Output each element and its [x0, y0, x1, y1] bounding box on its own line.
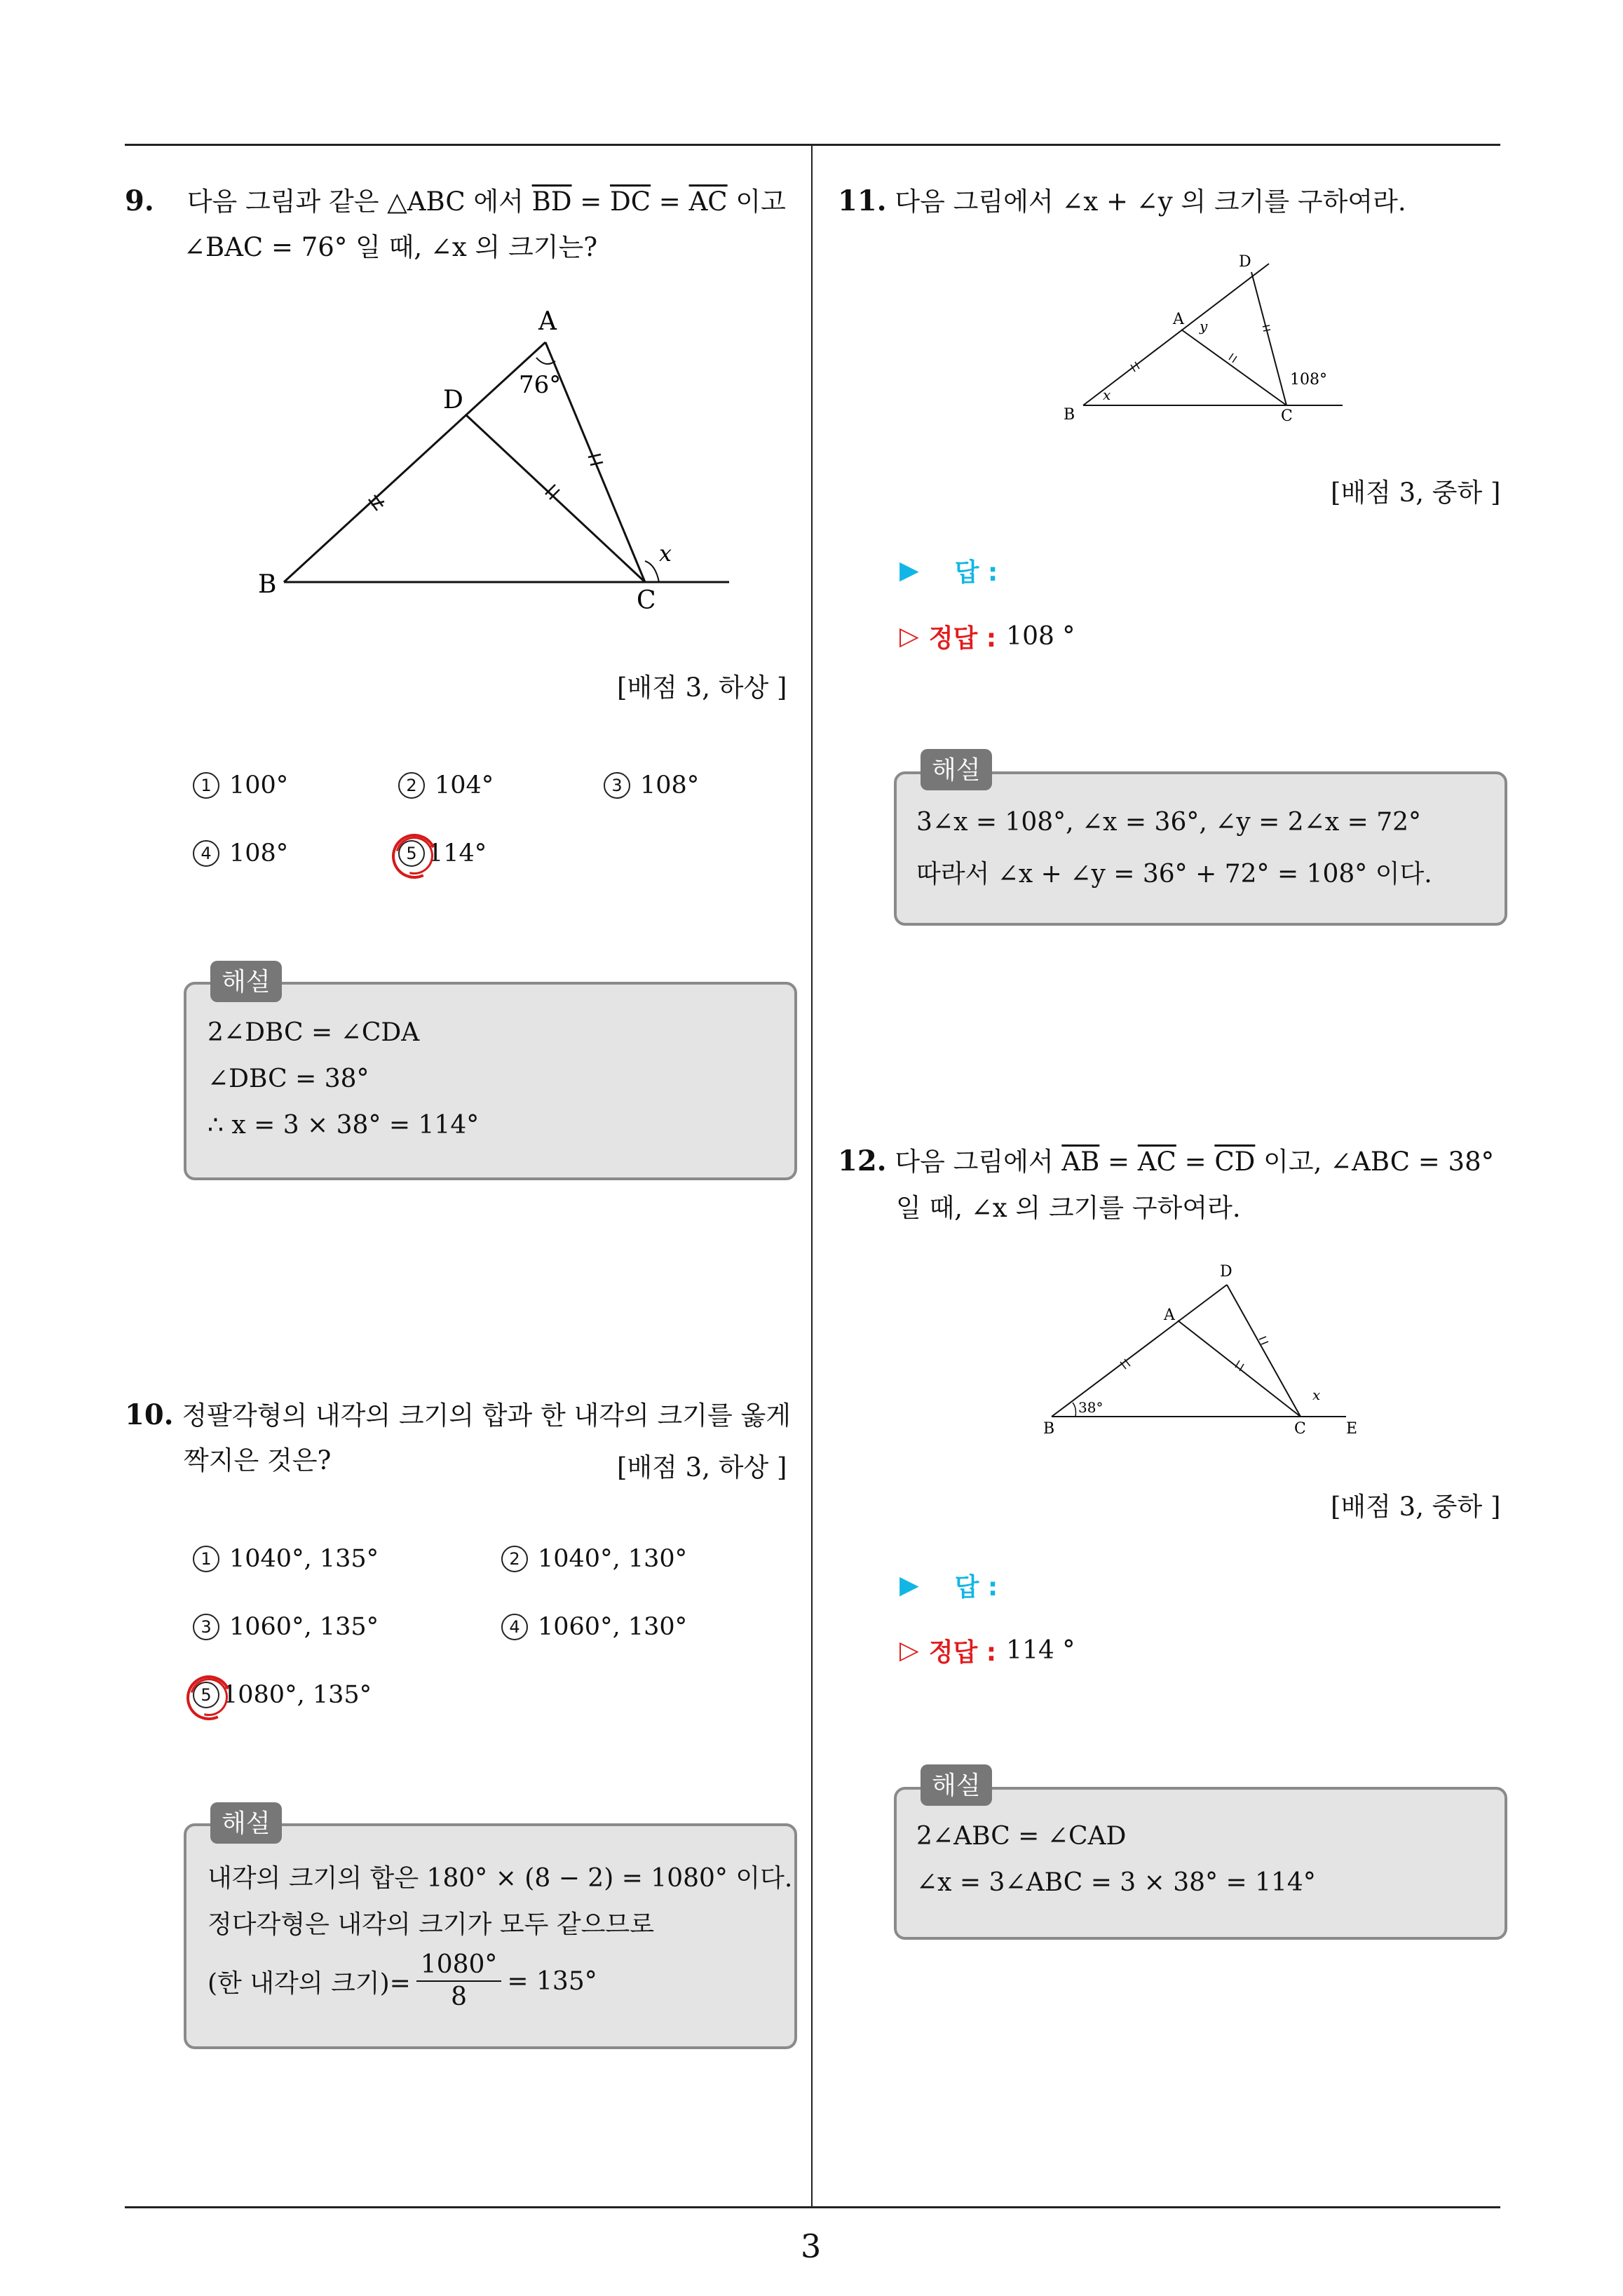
correct-label: 정답 : — [928, 624, 997, 653]
fraction-numerator: 1080° — [416, 1950, 502, 1982]
answer-label: 답 : — [954, 1573, 998, 1602]
choice-number: 3 — [193, 1614, 219, 1640]
q9-seg-ac: $\overline{AC}$ — [688, 187, 728, 217]
q11-solution-box — [894, 771, 1507, 926]
q12-seg-cd: $\overline{CD}$ — [1214, 1147, 1256, 1177]
q11-label-x: x — [1103, 386, 1111, 403]
q11-label-d: D — [1239, 253, 1251, 271]
triangle-play-icon: ▶ — [899, 1571, 919, 1600]
page-number: 3 — [801, 2227, 822, 2265]
q12-seg-ac: $\overline{AC}$ — [1137, 1147, 1176, 1177]
q12-label-a: A — [1164, 1306, 1175, 1324]
q9-seg-bd: $\overline{BD}$ — [531, 187, 572, 217]
q11-correct-row — [899, 619, 1075, 654]
q12-seg-ab: $\overline{AB}$ — [1061, 1147, 1100, 1177]
q9-choice-5[interactable] — [398, 839, 487, 867]
q9-solution-line3: ∴ x = 3 × 38° = 114° — [208, 1111, 480, 1140]
q12-line1 — [838, 1138, 1494, 1185]
selected-answer-mark: 5 — [193, 1682, 219, 1708]
q9-choice-4[interactable] — [193, 839, 288, 867]
q12-angle-38: 38° — [1078, 1399, 1103, 1416]
triangle-outline-icon: ▷ — [899, 1636, 919, 1665]
choice-text: 114° — [428, 839, 487, 867]
q10-line2: 짝지은 것은? — [184, 1445, 332, 1475]
q12-line2: 일 때, ∠x 의 크기를 구하여라. — [896, 1193, 1241, 1223]
correct-value: 114 ° — [1006, 1636, 1075, 1665]
q9-solution-label: 해설 — [210, 961, 282, 1002]
q12-eq2: = — [1176, 1147, 1215, 1177]
q9-label-x: x — [659, 540, 672, 567]
q11-label-a: A — [1173, 311, 1184, 328]
q10-choice-4[interactable] — [501, 1613, 687, 1641]
choice-text: 1060°, 130° — [538, 1613, 688, 1641]
q12-label-b: B — [1043, 1420, 1055, 1438]
choice-text: 1080°, 135° — [222, 1681, 372, 1709]
q11-angle-108: 108° — [1290, 371, 1327, 389]
q9-label-b: B — [258, 570, 277, 599]
q11-label-b: B — [1064, 406, 1075, 424]
q12-solution-line1: 2∠ABC = ∠CAD — [916, 1822, 1127, 1851]
choice-number: 2 — [501, 1546, 528, 1572]
q10-line1 — [125, 1392, 791, 1439]
q12-solution-box — [894, 1787, 1507, 1940]
choice-text: 1060°, 135° — [229, 1613, 379, 1641]
bottom-rule — [125, 2206, 1500, 2208]
answer-label: 답 : — [954, 558, 998, 587]
choice-number: 4 — [501, 1614, 528, 1640]
q12-solution-label: 해설 — [921, 1764, 992, 1806]
q12-line1-pre: 다음 그림에서 — [895, 1147, 1062, 1177]
q12-label-d: D — [1220, 1263, 1232, 1281]
q10-choice-1[interactable] — [193, 1545, 379, 1573]
q9-figure — [252, 295, 799, 615]
q12-solution-line2: ∠x = 3∠ABC = 3 × 38° = 114° — [916, 1868, 1316, 1897]
q9-label-a: A — [538, 307, 557, 336]
q10-number: 10. — [125, 1398, 174, 1431]
q9-number: 9. — [125, 184, 154, 217]
q9-score: [배점 3, 하상 ] — [617, 673, 787, 703]
q10-solution-line1: 내각의 크기의 합은 180° × (8 − 2) = 1080° 이다. — [208, 1864, 793, 1893]
choice-text: 104° — [435, 771, 494, 799]
q9-solution-line2: ∠DBC = 38° — [208, 1065, 369, 1093]
q9-solution-line1: 2∠DBC = ∠CDA — [208, 1018, 420, 1047]
q12-figure — [1038, 1255, 1374, 1438]
correct-value: 108 ° — [1006, 622, 1075, 651]
choice-number: 1 — [193, 1546, 219, 1572]
q11-number: 11. — [838, 184, 887, 217]
q9-label-c: C — [637, 586, 656, 615]
choice-text: 1040°, 130° — [538, 1545, 688, 1573]
q11-label-c: C — [1281, 407, 1293, 425]
q12-number: 12. — [838, 1144, 887, 1177]
choice-text: 100° — [229, 771, 289, 799]
q12-label-x: x — [1312, 1386, 1321, 1403]
q11-line1 — [838, 178, 1406, 225]
choice-number: 4 — [193, 840, 219, 867]
q9-line1-pre: 다음 그림과 같은 △ABC 에서 — [186, 187, 532, 217]
q12-answer-row[interactable] — [899, 1567, 998, 1603]
q10-solution-line2: 정다각형은 내각의 크기가 모두 같으므로 — [208, 1910, 654, 1939]
q10-score: [배점 3, 하상 ] — [617, 1452, 787, 1483]
q11-score: [배점 3, 중하 ] — [1331, 478, 1501, 508]
choice-number: 2 — [398, 772, 425, 799]
q9-line2: ∠BAC = 76° 일 때, ∠x 의 크기는? — [184, 232, 598, 262]
q11-solution-label: 해설 — [921, 749, 992, 790]
choice-number: 1 — [193, 772, 219, 799]
q10-choice-2[interactable] — [501, 1545, 687, 1573]
q12-score: [배점 3, 중하 ] — [1331, 1492, 1501, 1522]
q11-answer-row[interactable] — [899, 553, 998, 588]
choice-text: 1040°, 135° — [229, 1545, 379, 1573]
q9-seg-dc: $\overline{DC}$ — [610, 187, 651, 217]
q9-choice-1[interactable] — [193, 771, 288, 799]
q9-choice-2[interactable] — [398, 771, 494, 799]
top-rule — [125, 144, 1500, 146]
q11-figure — [1055, 252, 1350, 428]
q10-solution-label: 해설 — [210, 1802, 282, 1844]
selected-answer-mark: 5 — [398, 840, 425, 867]
q9-eq1: = — [571, 187, 611, 217]
q12-correct-row — [899, 1633, 1075, 1668]
q12-label-c: C — [1294, 1420, 1306, 1438]
fraction-result: = 135° — [507, 1966, 597, 1996]
choice-text: 108° — [640, 771, 700, 799]
q10-solution-line3 — [208, 1950, 597, 2013]
q9-eq2: = — [651, 187, 689, 217]
triangle-outline-icon: ▷ — [899, 622, 919, 651]
q10-line1-text: 정팔각형의 내각의 크기의 합과 한 내각의 크기를 옳게 — [182, 1400, 792, 1431]
triangle-play-icon: ▶ — [899, 556, 919, 585]
q9-angle-76: 76° — [519, 371, 562, 399]
fraction-prefix: (한 내각의 크기)= — [208, 1969, 411, 1998]
q11-solution-line2: 따라서 ∠x + ∠y = 36° + 72° = 108° 이다. — [916, 860, 1432, 889]
correct-label: 정답 : — [928, 1638, 997, 1667]
q9-line1-post: 이고 — [727, 187, 786, 217]
fraction-denominator: 8 — [451, 1983, 468, 2011]
choice-number: 3 — [604, 772, 630, 799]
fraction — [416, 1950, 502, 2013]
q12-eq1: = — [1099, 1147, 1138, 1177]
q12-label-e: E — [1346, 1420, 1358, 1438]
column-divider — [811, 144, 813, 2208]
q11-line1-text: 다음 그림에서 ∠x + ∠y 의 크기를 구하여라. — [895, 187, 1406, 217]
q10-choice-5[interactable] — [193, 1681, 372, 1709]
q11-solution-line1: 3∠x = 108°, ∠x = 36°, ∠y = 2∠x = 72° — [916, 808, 1422, 837]
q12-line1-post: 이고, ∠ABC = 38° — [1255, 1147, 1495, 1177]
choice-text: 108° — [229, 839, 289, 867]
q9-line1 — [125, 178, 786, 225]
q9-choice-3[interactable] — [604, 771, 699, 799]
q11-label-y: y — [1200, 318, 1208, 335]
q10-choice-3[interactable] — [193, 1613, 379, 1641]
q9-label-d: D — [443, 386, 463, 414]
